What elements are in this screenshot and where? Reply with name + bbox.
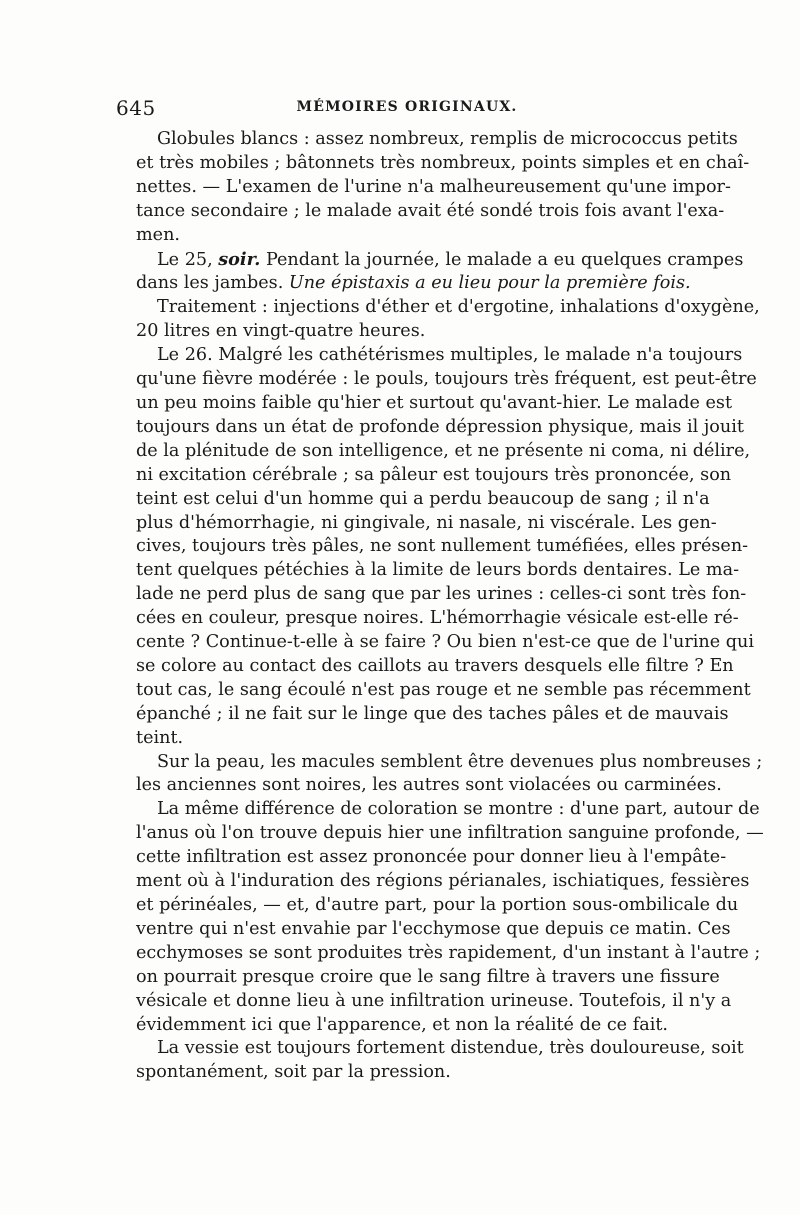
text-line: tout cas, le sang écoulé n'est pas rouge et ne semble pas récemment (136, 679, 751, 700)
paragraph-treatment (115, 296, 760, 344)
page-header (116, 96, 698, 124)
paragraph-day-25-evening (115, 248, 744, 297)
text-line: Le 26. Malgré les cathétérismes multiples, le malade n'a toujours (157, 345, 743, 366)
text-line: men. (136, 224, 181, 245)
text-line: Globules blancs : assez nombreux, remplis de micrococcus petits (157, 129, 738, 149)
text-line: se colore au contact des caillots au travers desquels elle filtre ? En (136, 655, 734, 676)
text-line: de la plénitude de son intelligence, et ne présente ni coma, ni délire, (136, 440, 751, 461)
text-line: toujours dans un état de profonde dépression physique, mais il jouit (136, 416, 744, 437)
text-line: tent quelques pétéchies à la limite de leurs bords dentaires. Le ma- (136, 560, 740, 581)
text-line: cées en couleur, presque noires. L'hémorrhagie vésicale est-elle ré- (136, 608, 739, 629)
text-line: plus d'hémorrhagie, ni gingivale, ni nasale, ni viscérale. Les gen- (136, 512, 717, 533)
text-line: qu'une fièvre modérée : le pouls, toujours très fréquent, est peut-être (136, 369, 757, 390)
text-line: ment où à l'induration des régions périanales, ischiatiques, fessières (136, 871, 750, 892)
text-line: cette infiltration est assez prononcée pour donner lieu à l'empâte- (136, 847, 727, 868)
date-label: Le 25, (157, 249, 213, 270)
text-line: cives, toujours très pâles, ne sont nullement tuméfiées, elles présen- (136, 536, 749, 557)
text-line: 20 litres en vingt-quatre heures. (136, 321, 426, 342)
paragraph-day-26 (115, 344, 757, 750)
text-line: épanché ; il ne fait sur le linge que des taches pâles et de mauvais (136, 703, 729, 724)
text-line: Sur la peau, les macules semblent être devenues plus nombreuses ; (157, 751, 763, 772)
text-line: nettes. — L'examen de l'urine n'a malheureusement qu'une impor- (136, 176, 731, 197)
text-line: teint. (136, 727, 184, 748)
text-line: spontanément, soit par la pression. (136, 1062, 451, 1083)
running-title: MÉMOIRES ORIGINAUX. (296, 99, 518, 115)
text-line: on pourrait presque croire que le sang filtre à travers une fissure (136, 966, 720, 987)
text-line: et très mobiles ; bâtonnets très nombreux, points simples et en chaî- (136, 152, 750, 173)
text-line: ecchymoses se sont produites très rapidement, d'un instant à l'autre ; (136, 942, 761, 963)
text-line: La même différence de coloration se montre : d'une part, autour de (157, 799, 760, 820)
paragraph-coloration (115, 798, 764, 1037)
text-line: vésicale et donne lieu à une infiltration urineuse. Toutefois, il n'y a (136, 990, 732, 1011)
paragraph-bladder (115, 1037, 744, 1085)
text-line (115, 248, 744, 273)
text-line: La vessie est toujours fortement distendue, très douloureuse, soit (157, 1038, 744, 1059)
page-number: 645 (116, 96, 156, 120)
date-suffix: soir. (218, 248, 261, 270)
text-line (115, 272, 699, 296)
text-line: cente ? Continue-t-elle à se faire ? Ou bien n'est-ce que de l'urine qui (136, 632, 754, 653)
text-fragment: Pendant la journée, le malade a eu quelques crampes (265, 249, 744, 270)
paragraph-blood-analysis (115, 128, 750, 248)
text-line: lade ne perd plus de sang que par les urines : celles-ci sont très fon- (136, 584, 747, 605)
text-line: ni excitation cérébrale ; sa pâleur est toujours très prononcée, son (136, 464, 732, 485)
text-line: Traitement : injections d'éther et d'ergotine, inhalations d'oxygène, (157, 297, 760, 318)
text-line: tance secondaire ; le malade avait été sondé trois fois avant l'exa- (136, 200, 725, 221)
text-fragment: dans les jambes. (136, 273, 284, 294)
text-line: teint est celui d'un homme qui a perdu beaucoup de sang ; il n'a (136, 488, 710, 509)
body-text (115, 128, 764, 1085)
paragraph-skin (115, 751, 763, 799)
italic-fragment: Une épistaxis a eu lieu pour la première fois. (288, 273, 691, 294)
text-line: les anciennes sont noires, les autres sont violacées ou carminées. (136, 775, 722, 796)
text-line: un peu moins faible qu'hier et surtout qu'avant-hier. Le malade est (136, 392, 733, 413)
text-line: évidemment ici que l'apparence, et non la réalité de ce fait. (136, 1014, 668, 1035)
text-line: ventre qui n'est envahie par l'ecchymose que depuis ce matin. Ces (136, 918, 731, 939)
text-line: l'anus où l'on trouve depuis hier une infiltration sanguine profonde, — (136, 823, 764, 844)
text-line: et périnéales, — et, d'autre part, pour la portion sous-ombilicale du (136, 895, 739, 915)
